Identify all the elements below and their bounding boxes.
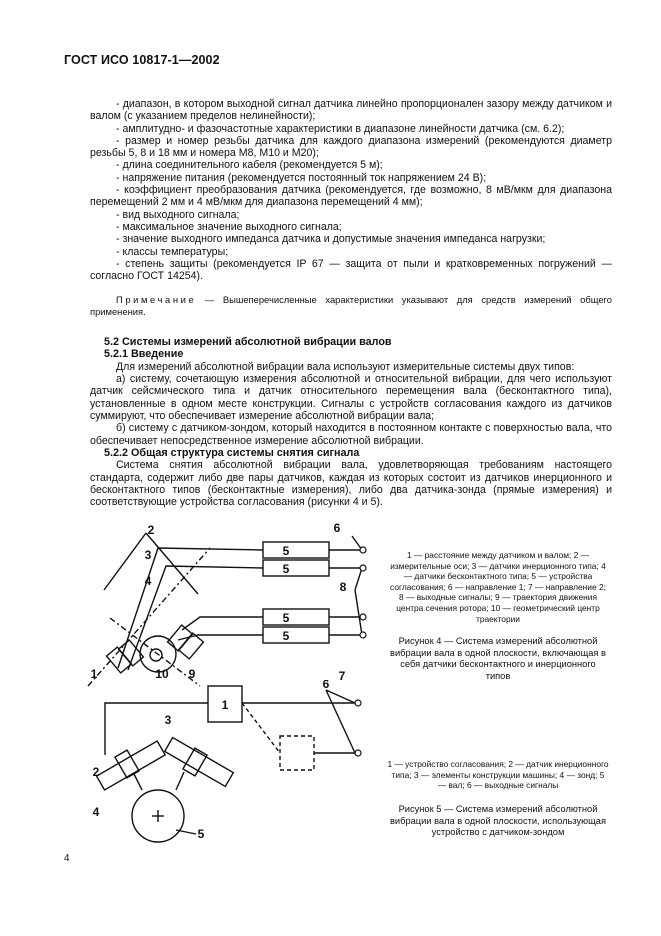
fig5-label-5: 5 bbox=[197, 827, 205, 841]
document-header: ГОСТ ИСО 10817-1—2002 bbox=[64, 53, 220, 67]
page-number: 4 bbox=[64, 853, 70, 864]
subsection-title: 5.2.2 Общая структура системы снятия сигнала bbox=[104, 446, 360, 459]
fig5-label-2: 2 bbox=[92, 765, 100, 779]
fig4-label-9: 9 bbox=[188, 667, 196, 681]
list-item: - напряжение питания (рекомендуется постоянный ток напряжением 24 В); bbox=[116, 171, 487, 184]
fig5-caption: Рисунок 5 — Система измерений абсолютной вибрации вала в одной плоскости, использующая устройство с датчиком-зондом bbox=[389, 804, 606, 838]
section-title: 5.2 Системы измерений абсолютной вибрации валов bbox=[104, 336, 392, 348]
list-item: - вид выходного сигнала; bbox=[116, 208, 240, 221]
figure-4-diagram bbox=[80, 518, 390, 688]
fig4-label-6: 6 bbox=[333, 521, 341, 535]
fig4-label-5: 5 bbox=[282, 611, 290, 625]
fig5-legend: 1 — устройство согласования; 2 — датчик инерционного типа; 3 — элементы конструкции машины; 4 — зонд; 5 — вал; 6 — выходные сигналы bbox=[387, 759, 609, 791]
paragraph: а) систему, сочетающую измерения абсолютной и относительной вибрации, для чего используют датчик сейсмического типа и датчик относительного перемещения вала (бесконтактного типа), установленные в одном месте конструкции. Сигналы с устройств согласования каждого из датчиков суммируют, что обеспечивает измерение абсолютной вибрации вала; bbox=[90, 373, 612, 422]
fig4-label-5: 5 bbox=[282, 544, 290, 558]
fig4-legend: 1 — расстояние между датчиком и валом; 2 — измерительные оси; 3 — датчики инерционного типа; 4 — датчики бесконтактного типа; 5 — устройства согласования; 6 — направление 1; 7 — направление 2; 8 — выходные сигналы; 9 — траектория движения центра сечения ротора; 10 — геометрический центр траектории bbox=[390, 550, 606, 624]
list-item: - амплитудно- и фазочастотные характеристики в диапазоне линейности датчика (см. 6.2); bbox=[116, 122, 565, 135]
section-5-2 bbox=[90, 336, 612, 508]
fig4-label-8: 8 bbox=[339, 580, 347, 594]
conditioning-box bbox=[263, 542, 329, 558]
list-item: - коэффициент преобразования датчика (рекомендуется, где возможно, 8 мВ/мкм для диапазона перемещений 2 мм и 4 мВ/мкм для диапазона перемещений 4 мм); bbox=[90, 184, 612, 209]
list-item: - диапазон, в котором выходной сигнал датчика линейно пропорционален зазору между датчиком и валом (с указанием пределов нелинейности); bbox=[90, 98, 612, 123]
subsection-title: 5.2.1 Введение bbox=[104, 348, 184, 361]
fig4-label-3: 3 bbox=[144, 548, 152, 562]
fig5-label-3: 3 bbox=[164, 713, 172, 727]
list-item: - степень защиты (рекомендуется IP 67 — защита от пыли и кратковременных погружений — согласно ГОСТ 14254). bbox=[90, 257, 612, 283]
note-label: Примечание bbox=[116, 294, 197, 305]
list-item: - значение выходного импеданса датчика и допустимые значения импеданса нагрузки; bbox=[116, 233, 546, 246]
fig5-label-1: 1 bbox=[221, 698, 229, 712]
conditioning-box bbox=[263, 560, 329, 576]
fig4-label-7: 7 bbox=[338, 669, 346, 683]
fig4-label-4: 4 bbox=[144, 574, 152, 588]
fig4-label-5: 5 bbox=[282, 629, 290, 643]
fig4-label-1: 1 bbox=[90, 667, 98, 681]
fig4-caption: Рисунок 4 — Система измерений абсолютной вибрации вала в одной плоскости, включающая в себя датчики бесконтактного и инерционного типов bbox=[390, 636, 606, 681]
figure-5-diagram bbox=[80, 680, 390, 850]
fig4-label-10: 10 bbox=[155, 667, 169, 681]
list-item: - классы температуры; bbox=[116, 245, 229, 258]
list-item: - максимальное значение выходного сигнала; bbox=[116, 220, 342, 233]
paragraph: Система снятия абсолютной вибрации вала, удовлетворяющая требованиям настоящего стандарта, содержит либо две пары датчиков, каждая из которых состоит из датчиков инерционного и бесконтактного типов (бесконтактные измерения), либо два датчика-зонда (прямые измерения) и соответствующие устройства согласования (рисунки 4 и 5). bbox=[90, 459, 612, 509]
list-item: - размер и номер резьбы датчика для каждого диапазона измерений (рекомендуются диаметр резьбы 5, 8 и 18 мм и номера М8, М10 и М20); bbox=[90, 134, 612, 160]
note-block bbox=[90, 294, 612, 318]
fig5-label-4: 4 bbox=[92, 805, 100, 819]
conditioning-box bbox=[263, 627, 329, 643]
list-item: - длина соединительного кабеля (рекомендуется 5 м); bbox=[116, 159, 383, 172]
requirements-list bbox=[90, 98, 612, 282]
fig4-label-5: 5 bbox=[282, 562, 290, 576]
fig4-label-2: 2 bbox=[147, 523, 155, 537]
fig5-label-6: 6 bbox=[322, 680, 330, 691]
paragraph: б) систему с датчиком-зондом, который находится в постоянном контакте с поверхностью вала, что обеспечивает непосредственное измерение абсолютной вибрации. bbox=[90, 422, 612, 447]
conditioning-device-box-2 bbox=[280, 736, 314, 770]
conditioning-box bbox=[263, 609, 329, 625]
paragraph: Для измерений абсолютной вибрации вала используют измерительные системы двух типов: bbox=[116, 360, 575, 373]
note-text: — Вышеперечисленные характеристики указывают для средств измерений общего применения. bbox=[90, 294, 612, 317]
